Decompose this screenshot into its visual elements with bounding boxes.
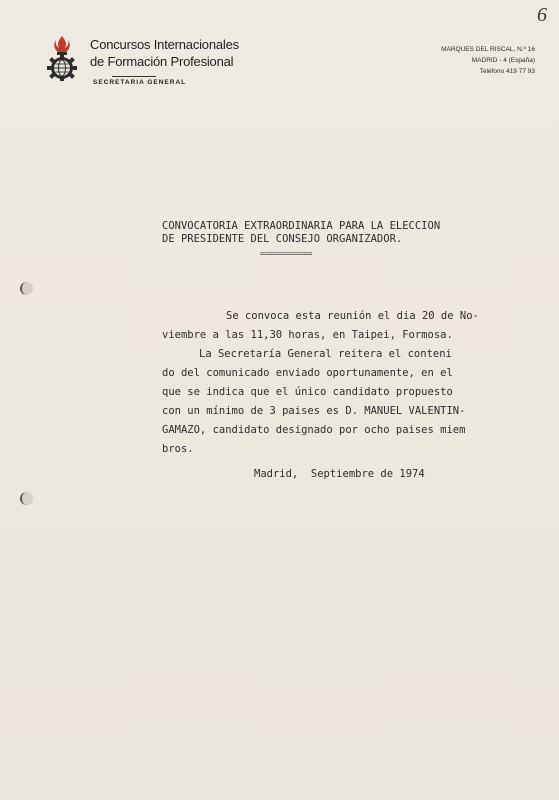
body-line: con un mínimo de 3 paises es D. MANUEL VALENTIN-: [162, 405, 466, 417]
signoff-date: Madrid, Septiembre de 1974: [254, 468, 425, 480]
title-line1: CONVOCATORIA EXTRAORDINARIA PARA LA ELECCION: [162, 220, 441, 232]
title-underline: ============: [260, 249, 312, 258]
punch-hole: [20, 282, 33, 295]
title-line2: DE PRESIDENTE DEL CONSEJO ORGANIZADOR.: [162, 233, 403, 245]
department-name: SECRETARIA GENERAL: [93, 79, 187, 86]
punch-hole: [20, 492, 33, 505]
address-line2: MADRID - 4 (España): [471, 57, 535, 64]
phone-line: Teléfono 419 77 93: [479, 68, 535, 75]
body-line: do del comunicado enviado oportunamente, en el: [162, 367, 453, 379]
organization-name-line2: de Formación Profesional: [90, 54, 234, 69]
page-number: 6: [537, 4, 547, 26]
body-line: La Secretaría General reitera el conteni: [199, 348, 452, 360]
body-line: viembre a las 11,30 horas, en Taipei, Formosa.: [162, 329, 453, 341]
address-line1: MARQUES DEL RISCAL, N.º 16: [441, 46, 535, 53]
organization-name-line1: Concursos Internacionales: [90, 37, 239, 52]
body-line: que se indica que el único candidato propuesto: [162, 386, 453, 398]
letterhead-rule: [112, 76, 156, 77]
organization-logo-icon: [44, 34, 80, 82]
body-line: Se convoca esta reunión el dia 20 de No-: [226, 310, 479, 322]
body-line: GAMAZO, candidato designado por ocho paises miem: [162, 424, 466, 436]
body-line: bros.: [162, 443, 194, 455]
